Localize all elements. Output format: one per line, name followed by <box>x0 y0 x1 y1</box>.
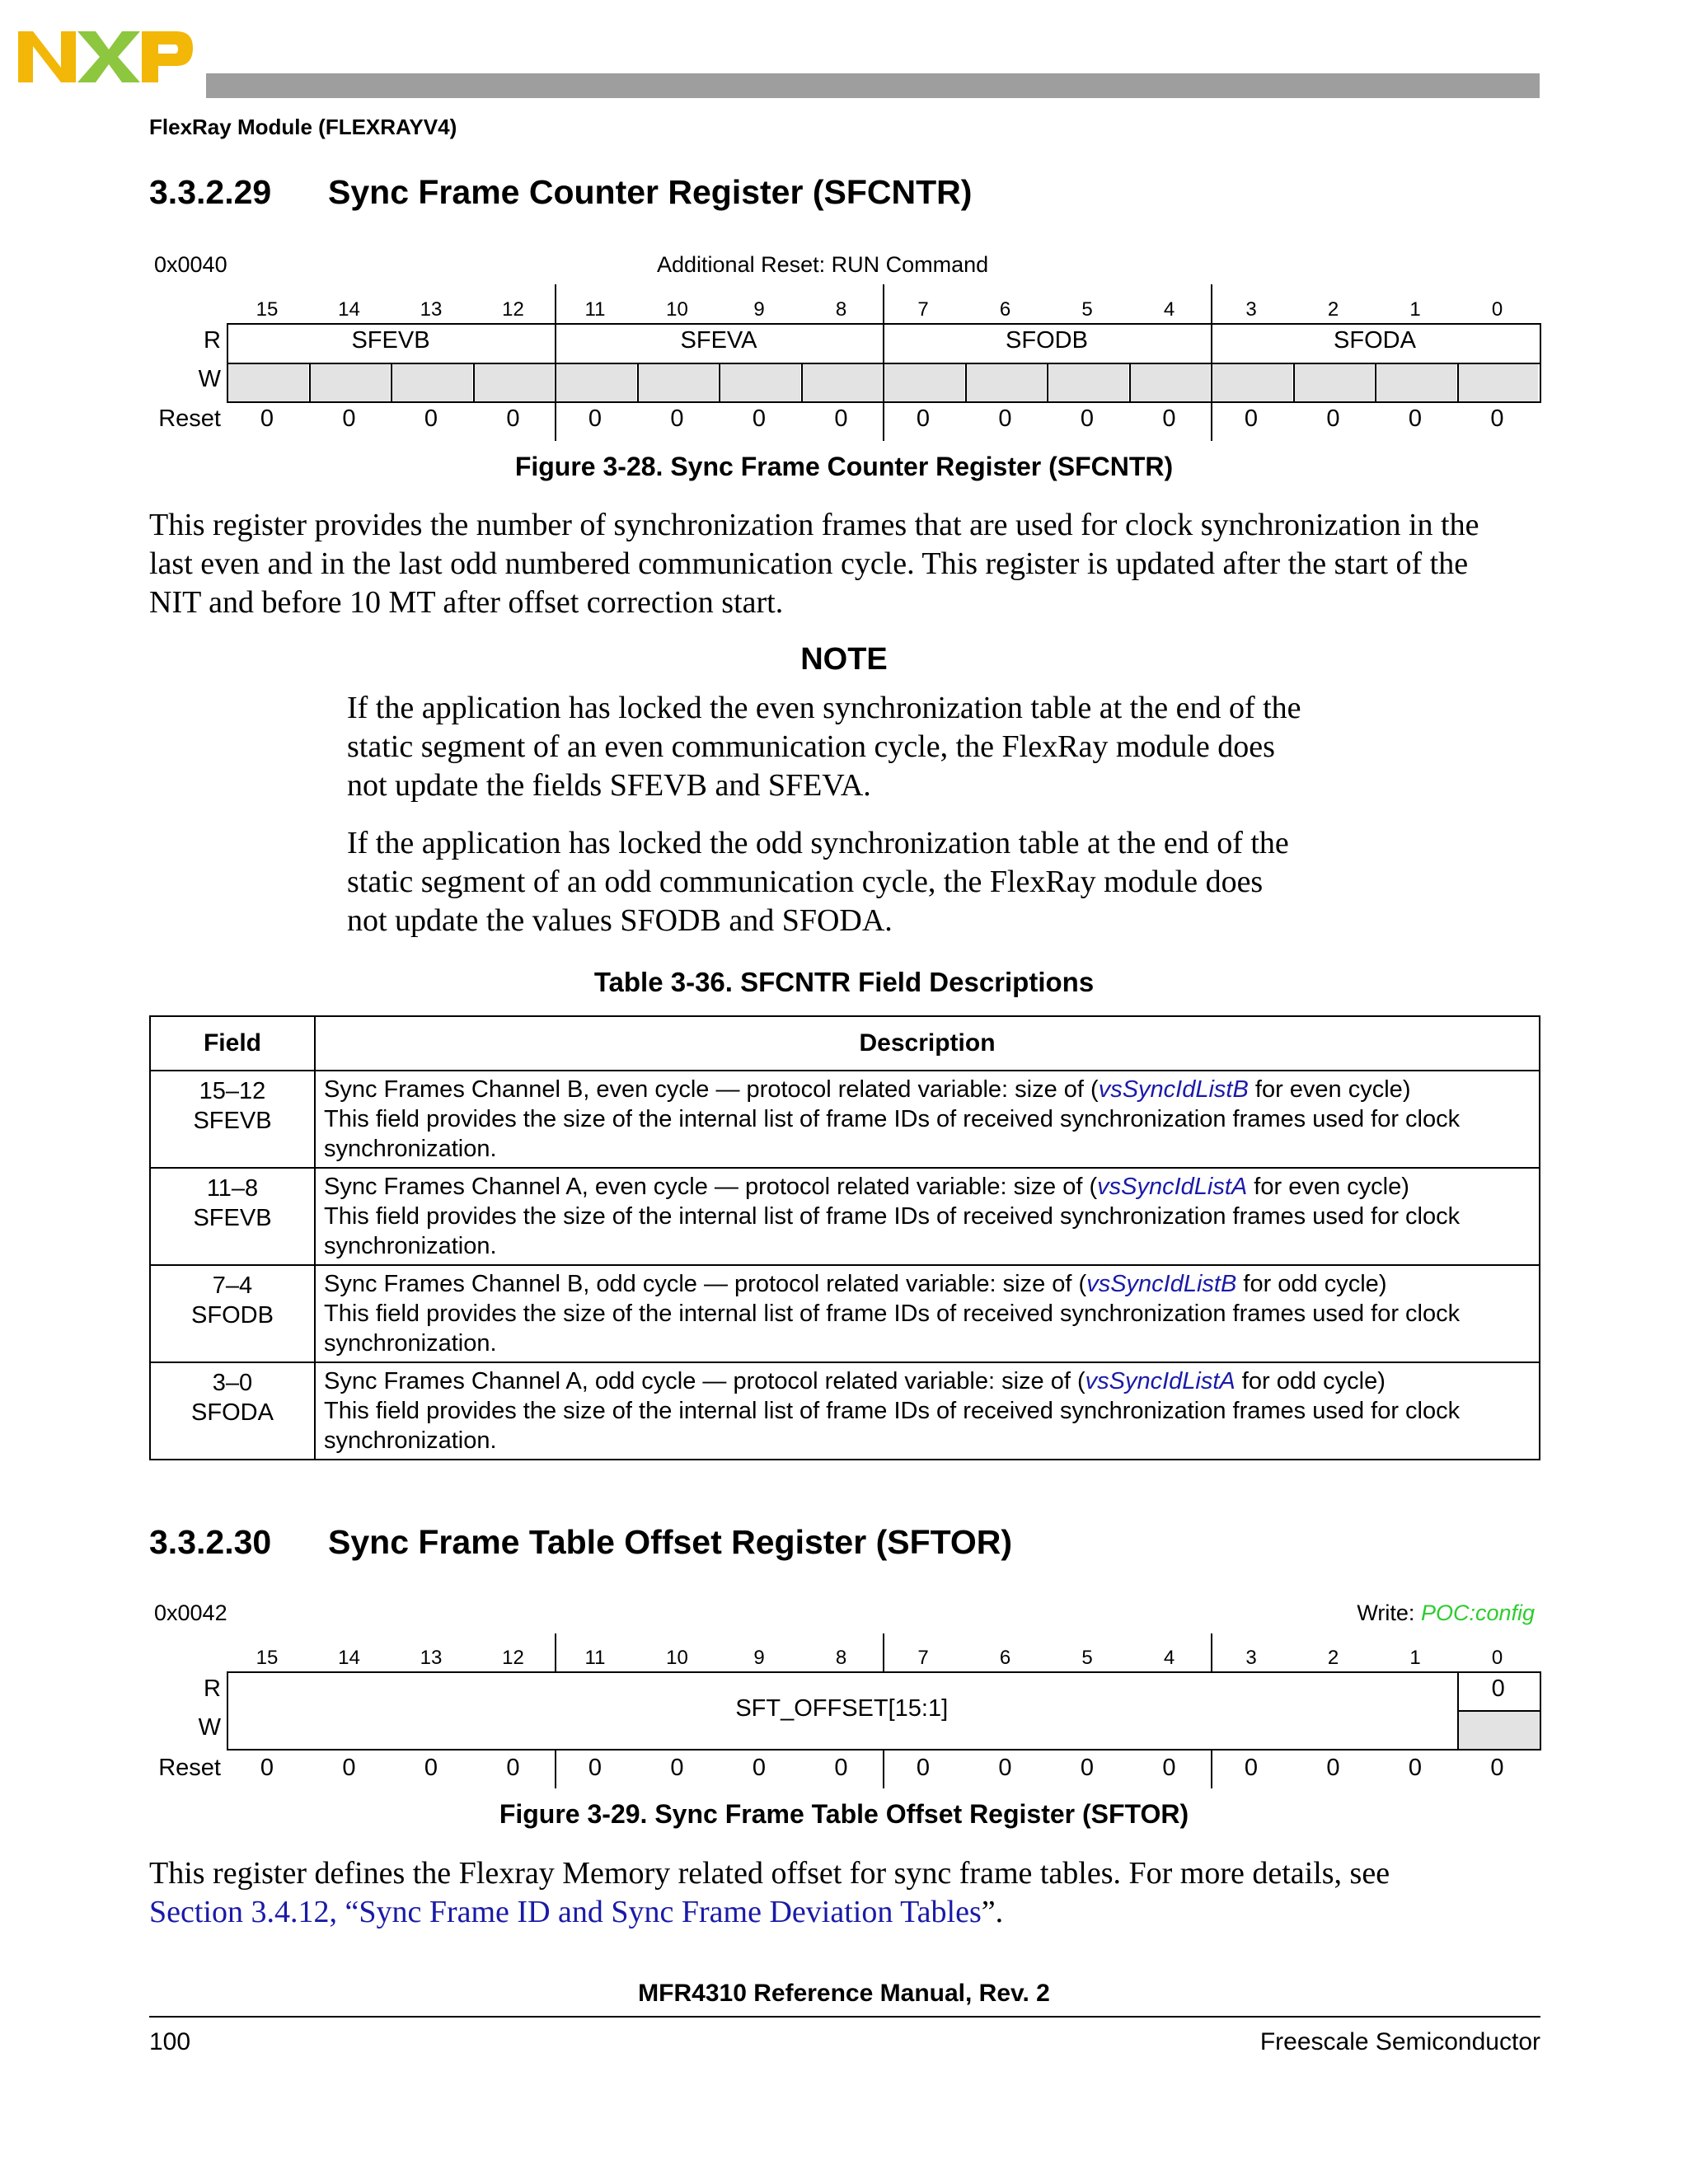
register-grid-line <box>309 363 311 401</box>
footer-company: Freescale Semiconductor <box>1259 2028 1540 2055</box>
write-cell-reserved <box>884 363 964 401</box>
row-label: Reset <box>158 1755 221 1781</box>
bit-number: 6 <box>999 1647 1011 1669</box>
bit-number: 0 <box>1491 1647 1503 1669</box>
write-cell-reserved <box>474 363 555 401</box>
reset-value: 0 <box>424 1755 438 1781</box>
bit-number: 4 <box>1163 298 1175 321</box>
register-grid-line <box>227 1671 1540 1673</box>
register-grid-line <box>1211 1633 1212 1671</box>
variable-link[interactable]: vsSyncIdListB <box>1086 1271 1237 1297</box>
poc-config-link[interactable]: POC:config <box>1420 1601 1535 1625</box>
write-cell-reserved <box>720 363 800 401</box>
reset-value: 0 <box>1162 405 1176 432</box>
bit-number: 9 <box>753 298 765 321</box>
row-label: W <box>198 366 221 392</box>
reset-value: 0 <box>1080 405 1095 432</box>
register-offset: 0x0040 <box>154 252 227 277</box>
bit-number: 12 <box>502 1647 524 1669</box>
register-offset: 0x0042 <box>154 1601 227 1625</box>
bit-number: 0 <box>1491 298 1503 321</box>
row-label: Reset <box>158 405 221 432</box>
bit-number: 7 <box>917 1647 929 1669</box>
section-title: Sync Frame Counter Register (SFCNTR) <box>328 173 973 211</box>
reset-value: 0 <box>260 1755 274 1781</box>
footer-manual-title: MFR4310 Reference Manual, Rev. 2 <box>638 1980 1050 2007</box>
reset-value: 0 <box>1326 405 1340 432</box>
bit0-read-value: 0 <box>1491 1675 1505 1702</box>
bit-number: 4 <box>1163 1647 1175 1669</box>
write-cell-reserved <box>392 363 472 401</box>
figure-caption-3-28: Figure 3-28. Sync Frame Counter Register (SFCNTR) <box>514 452 1174 481</box>
bit-number: 1 <box>1409 298 1421 321</box>
field-bits: 15–12 <box>199 1078 266 1104</box>
write-cell-reserved <box>1048 363 1128 401</box>
register-grid-line <box>801 363 803 401</box>
bit-number: 9 <box>753 1647 765 1669</box>
bit-number: 2 <box>1327 298 1339 321</box>
write-access-note: Write: POC:config <box>1357 1601 1535 1625</box>
register-grid-line <box>555 1633 556 1671</box>
register-grid-line <box>1293 363 1295 401</box>
reset-value: 0 <box>834 1755 848 1781</box>
table-row <box>150 1071 1540 1168</box>
page-number: 100 <box>149 2028 191 2055</box>
table-header-row <box>150 1016 1540 1071</box>
register-field: SFODA <box>1334 327 1416 354</box>
field-bits: 3–0 <box>212 1370 253 1396</box>
register-field: SFODB <box>1006 327 1088 354</box>
write-cell-reserved <box>638 363 719 401</box>
field-bits: 7–4 <box>212 1272 253 1299</box>
reset-value: 0 <box>670 1755 684 1781</box>
register-grid-line <box>637 363 639 401</box>
reset-value: 0 <box>1408 1755 1423 1781</box>
write-cell-reserved <box>1212 363 1292 401</box>
note-heading: NOTE <box>800 642 888 677</box>
note-line: not update the values SFODB and SFODA. <box>347 903 893 938</box>
bit-number: 7 <box>917 298 929 321</box>
field-name: SFEVB <box>193 1205 272 1231</box>
register-grid-line <box>1457 363 1459 401</box>
register-field: SFT_OFFSET[15:1] <box>735 1695 949 1722</box>
section-number: 3.3.2.29 <box>149 173 272 211</box>
reset-value: 0 <box>998 405 1012 432</box>
reset-value: 0 <box>588 1755 603 1781</box>
field-name: SFEVB <box>193 1108 272 1134</box>
row-label: W <box>198 1714 221 1741</box>
register-grid-line <box>1457 1710 1540 1712</box>
reset-value: 0 <box>260 405 274 432</box>
reset-value: 0 <box>1490 1755 1504 1781</box>
register-grid-line <box>1540 1671 1541 1750</box>
register-grid-line <box>1540 323 1541 403</box>
register-grid-line <box>719 363 720 401</box>
bit-number: 13 <box>420 1647 443 1669</box>
reset-value: 0 <box>834 405 848 432</box>
bit-number: 11 <box>584 1647 606 1669</box>
reset-value: 0 <box>916 405 931 432</box>
bit-number: 5 <box>1081 298 1093 321</box>
register-grid-line <box>1047 363 1048 401</box>
field-description-table <box>149 1015 1540 1460</box>
footer-rule <box>149 2016 1540 2018</box>
register-field: SFEVB <box>351 327 430 354</box>
section-title: Sync Frame Table Offset Register (SFTOR) <box>328 1523 1013 1561</box>
bit-number: 8 <box>835 298 847 321</box>
bit-number: 10 <box>666 1647 688 1669</box>
register-grid-line <box>391 363 392 401</box>
row-label: R <box>204 327 221 354</box>
reset-value: 0 <box>1162 1755 1176 1781</box>
write-cell-reserved <box>1294 363 1375 401</box>
field-column-header: Field <box>150 1016 315 1071</box>
write-cell-reserved <box>1130 363 1211 401</box>
nxp-logo <box>18 25 193 87</box>
write-cell-reserved <box>1458 363 1539 401</box>
note-line: static segment of an odd communication cycle, the FlexRay module does <box>347 865 1264 899</box>
paragraph-line: NIT and before 10 MT after offset correction start. <box>149 585 784 620</box>
bit-number: 6 <box>999 298 1011 321</box>
register-grid-line <box>965 363 967 401</box>
variable-link[interactable]: vsSyncIdListA <box>1085 1368 1236 1394</box>
field-name: SFODB <box>191 1302 274 1329</box>
bit-number: 15 <box>256 298 279 321</box>
write-cell-reserved <box>227 363 308 401</box>
register-grid-line <box>1129 363 1131 401</box>
field-bits: 11–8 <box>206 1175 259 1202</box>
section-link[interactable]: Section 3.4.12, “Sync Frame ID and Sync Frame Deviation Tables <box>149 1895 982 1929</box>
running-head: FlexRay Module (FLEXRAYV4) <box>149 115 457 139</box>
bit-number: 12 <box>502 298 524 321</box>
variable-link[interactable]: vsSyncIdListA <box>1097 1174 1248 1200</box>
reset-value: 0 <box>752 405 767 432</box>
bit-number: 13 <box>420 298 443 321</box>
table-row <box>150 1168 1540 1265</box>
row-label: R <box>204 1675 221 1702</box>
write-cell-reserved <box>802 363 883 401</box>
field-cell <box>150 1071 315 1168</box>
reset-value: 0 <box>916 1755 931 1781</box>
variable-link[interactable]: vsSyncIdListB <box>1098 1076 1249 1103</box>
description-cell: Sync Frames Channel A, odd cycle — protocol related variable: size of (vsSyncIdListA for odd cycle) This field provides the size of the internal list of frame IDs of received synchronization frames used for clock synchronization. <box>315 1362 1540 1460</box>
reset-value: 0 <box>998 1755 1012 1781</box>
reset-value: 0 <box>424 405 438 432</box>
paragraph-line: Section 3.4.12, “Sync Frame ID and Sync Frame Deviation Tables”. <box>149 1895 1004 1929</box>
reset-value: 0 <box>752 1755 767 1781</box>
write-cell-reserved <box>1376 363 1456 401</box>
description-cell: Sync Frames Channel B, odd cycle — protocol related variable: size of (vsSyncIdListB for odd cycle) This field provides the size of the internal list of frame IDs of received synchronization frames used for clock synchronization. <box>315 1265 1540 1362</box>
paragraph-line: last even and in the last odd numbered communication cycle. This register is updated after the start of the <box>149 546 1469 581</box>
description-cell: Sync Frames Channel B, even cycle — protocol related variable: size of (vsSyncIdListB for even cycle) This field provides the size of the internal list of frame IDs of received synchronization frames used for clock synchronization. <box>315 1071 1540 1168</box>
write-cell-reserved <box>1458 1711 1540 1749</box>
field-cell <box>150 1362 315 1460</box>
reset-value: 0 <box>1244 1755 1259 1781</box>
description-column-header: Description <box>315 1016 1540 1071</box>
bit-number: 14 <box>338 1647 360 1669</box>
register-grid-line <box>1375 363 1376 401</box>
reset-value: 0 <box>342 1755 356 1781</box>
reset-value: 0 <box>1408 405 1423 432</box>
note-line: static segment of an even communication cycle, the FlexRay module does <box>347 729 1275 764</box>
field-cell <box>150 1265 315 1362</box>
field-cell <box>150 1168 315 1265</box>
write-cell-reserved <box>966 363 1047 401</box>
description-cell: Sync Frames Channel A, even cycle — protocol related variable: size of (vsSyncIdListA for even cycle) This field provides the size of the internal list of frame IDs of received synchronization frames used for clock synchronization. <box>315 1168 1540 1265</box>
paragraph-line: This register defines the Flexray Memory related offset for sync frame tables. For more details, see <box>149 1856 1390 1891</box>
bit-number: 3 <box>1245 298 1257 321</box>
write-cell-reserved <box>556 363 636 401</box>
bit-number: 8 <box>835 1647 847 1669</box>
reset-value: 0 <box>1326 1755 1340 1781</box>
header-bar <box>206 73 1540 98</box>
section-number: 3.3.2.30 <box>149 1523 272 1561</box>
reset-value: 0 <box>588 405 603 432</box>
bit-number: 10 <box>666 298 688 321</box>
figure-caption-3-29: Figure 3-29. Sync Frame Table Offset Register (SFTOR) <box>499 1799 1189 1829</box>
bit-number: 15 <box>256 1647 279 1669</box>
note-line: If the application has locked the even synchronization table at the end of the <box>347 691 1301 725</box>
note-line: not update the fields SFEVB and SFEVA. <box>347 768 871 803</box>
reset-value: 0 <box>1244 405 1259 432</box>
reset-value: 0 <box>506 1755 520 1781</box>
register-field: SFEVA <box>680 327 757 354</box>
reset-note: Additional Reset: RUN Command <box>657 252 989 277</box>
bit-number: 1 <box>1409 1647 1421 1669</box>
field-name: SFODA <box>191 1399 274 1426</box>
reset-value: 0 <box>1490 405 1504 432</box>
bit-number: 14 <box>338 298 360 321</box>
bit-number: 3 <box>1245 1647 1257 1669</box>
write-cell-reserved <box>310 363 391 401</box>
table-caption: Table 3-36. SFCNTR Field Descriptions <box>593 967 1095 997</box>
reset-value: 0 <box>670 405 684 432</box>
reset-value: 0 <box>342 405 356 432</box>
paragraph-line: This register provides the number of synchronization frames that are used for clock synchronization in the <box>149 508 1479 542</box>
bit-number: 11 <box>584 298 606 321</box>
register-grid-line <box>473 363 475 401</box>
bit-number: 5 <box>1081 1647 1093 1669</box>
note-line: If the application has locked the odd synchronization table at the end of the <box>347 826 1289 860</box>
bit-number: 2 <box>1327 1647 1339 1669</box>
table-row <box>150 1265 1540 1362</box>
register-grid-line <box>883 1633 884 1671</box>
reset-value: 0 <box>1080 1755 1095 1781</box>
reset-value: 0 <box>506 405 520 432</box>
table-row <box>150 1362 1540 1460</box>
